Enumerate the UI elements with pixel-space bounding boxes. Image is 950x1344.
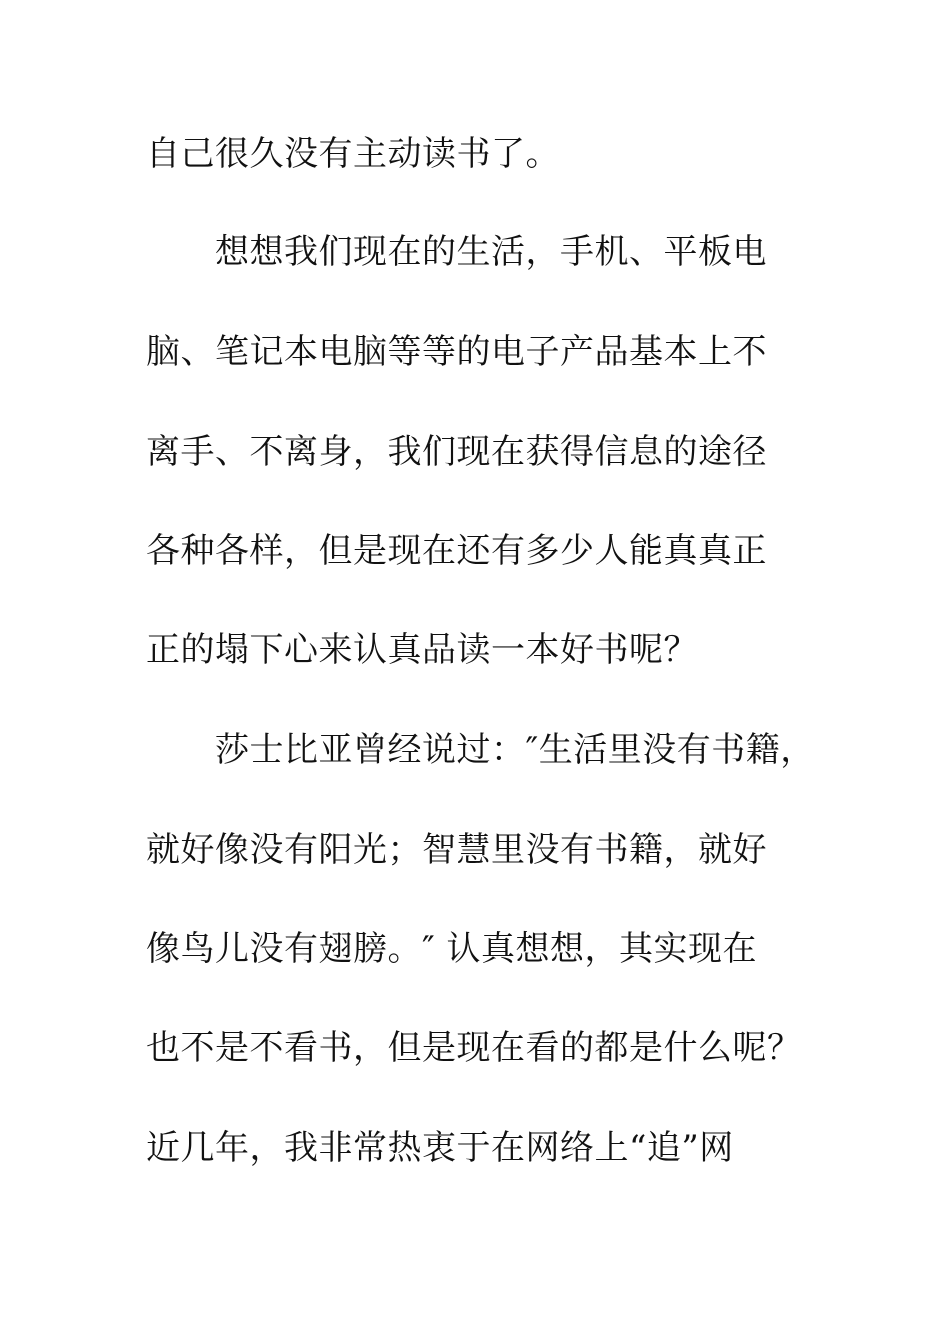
text-line: 近几年，我非常热衷于在网络上“追”网 xyxy=(146,1128,734,1168)
text-line: 莎士比亚曾经说过：″生活里没有书籍， xyxy=(215,730,815,770)
text-line: 就好像没有阳光；智慧里没有书籍，就好 xyxy=(146,830,767,870)
text-line: 正的塌下心来认真品读一本好书呢？ xyxy=(146,630,698,670)
text-line: 也不是不看书，但是现在看的都是什么呢？ xyxy=(146,1028,802,1068)
text-line: 像鸟儿没有翅膀。″ 认真想想，其实现在 xyxy=(146,929,758,969)
text-line: 自己很久没有主动读书了。 xyxy=(146,134,560,174)
text-line: 各种各样，但是现在还有多少人能真真正 xyxy=(146,531,767,571)
text-line: 离手、不离身，我们现在获得信息的途径 xyxy=(146,432,767,472)
text-line: 想想我们现在的生活，手机、平板电 xyxy=(215,232,767,272)
text-line: 脑、笔记本电脑等等的电子产品基本上不 xyxy=(146,332,767,372)
